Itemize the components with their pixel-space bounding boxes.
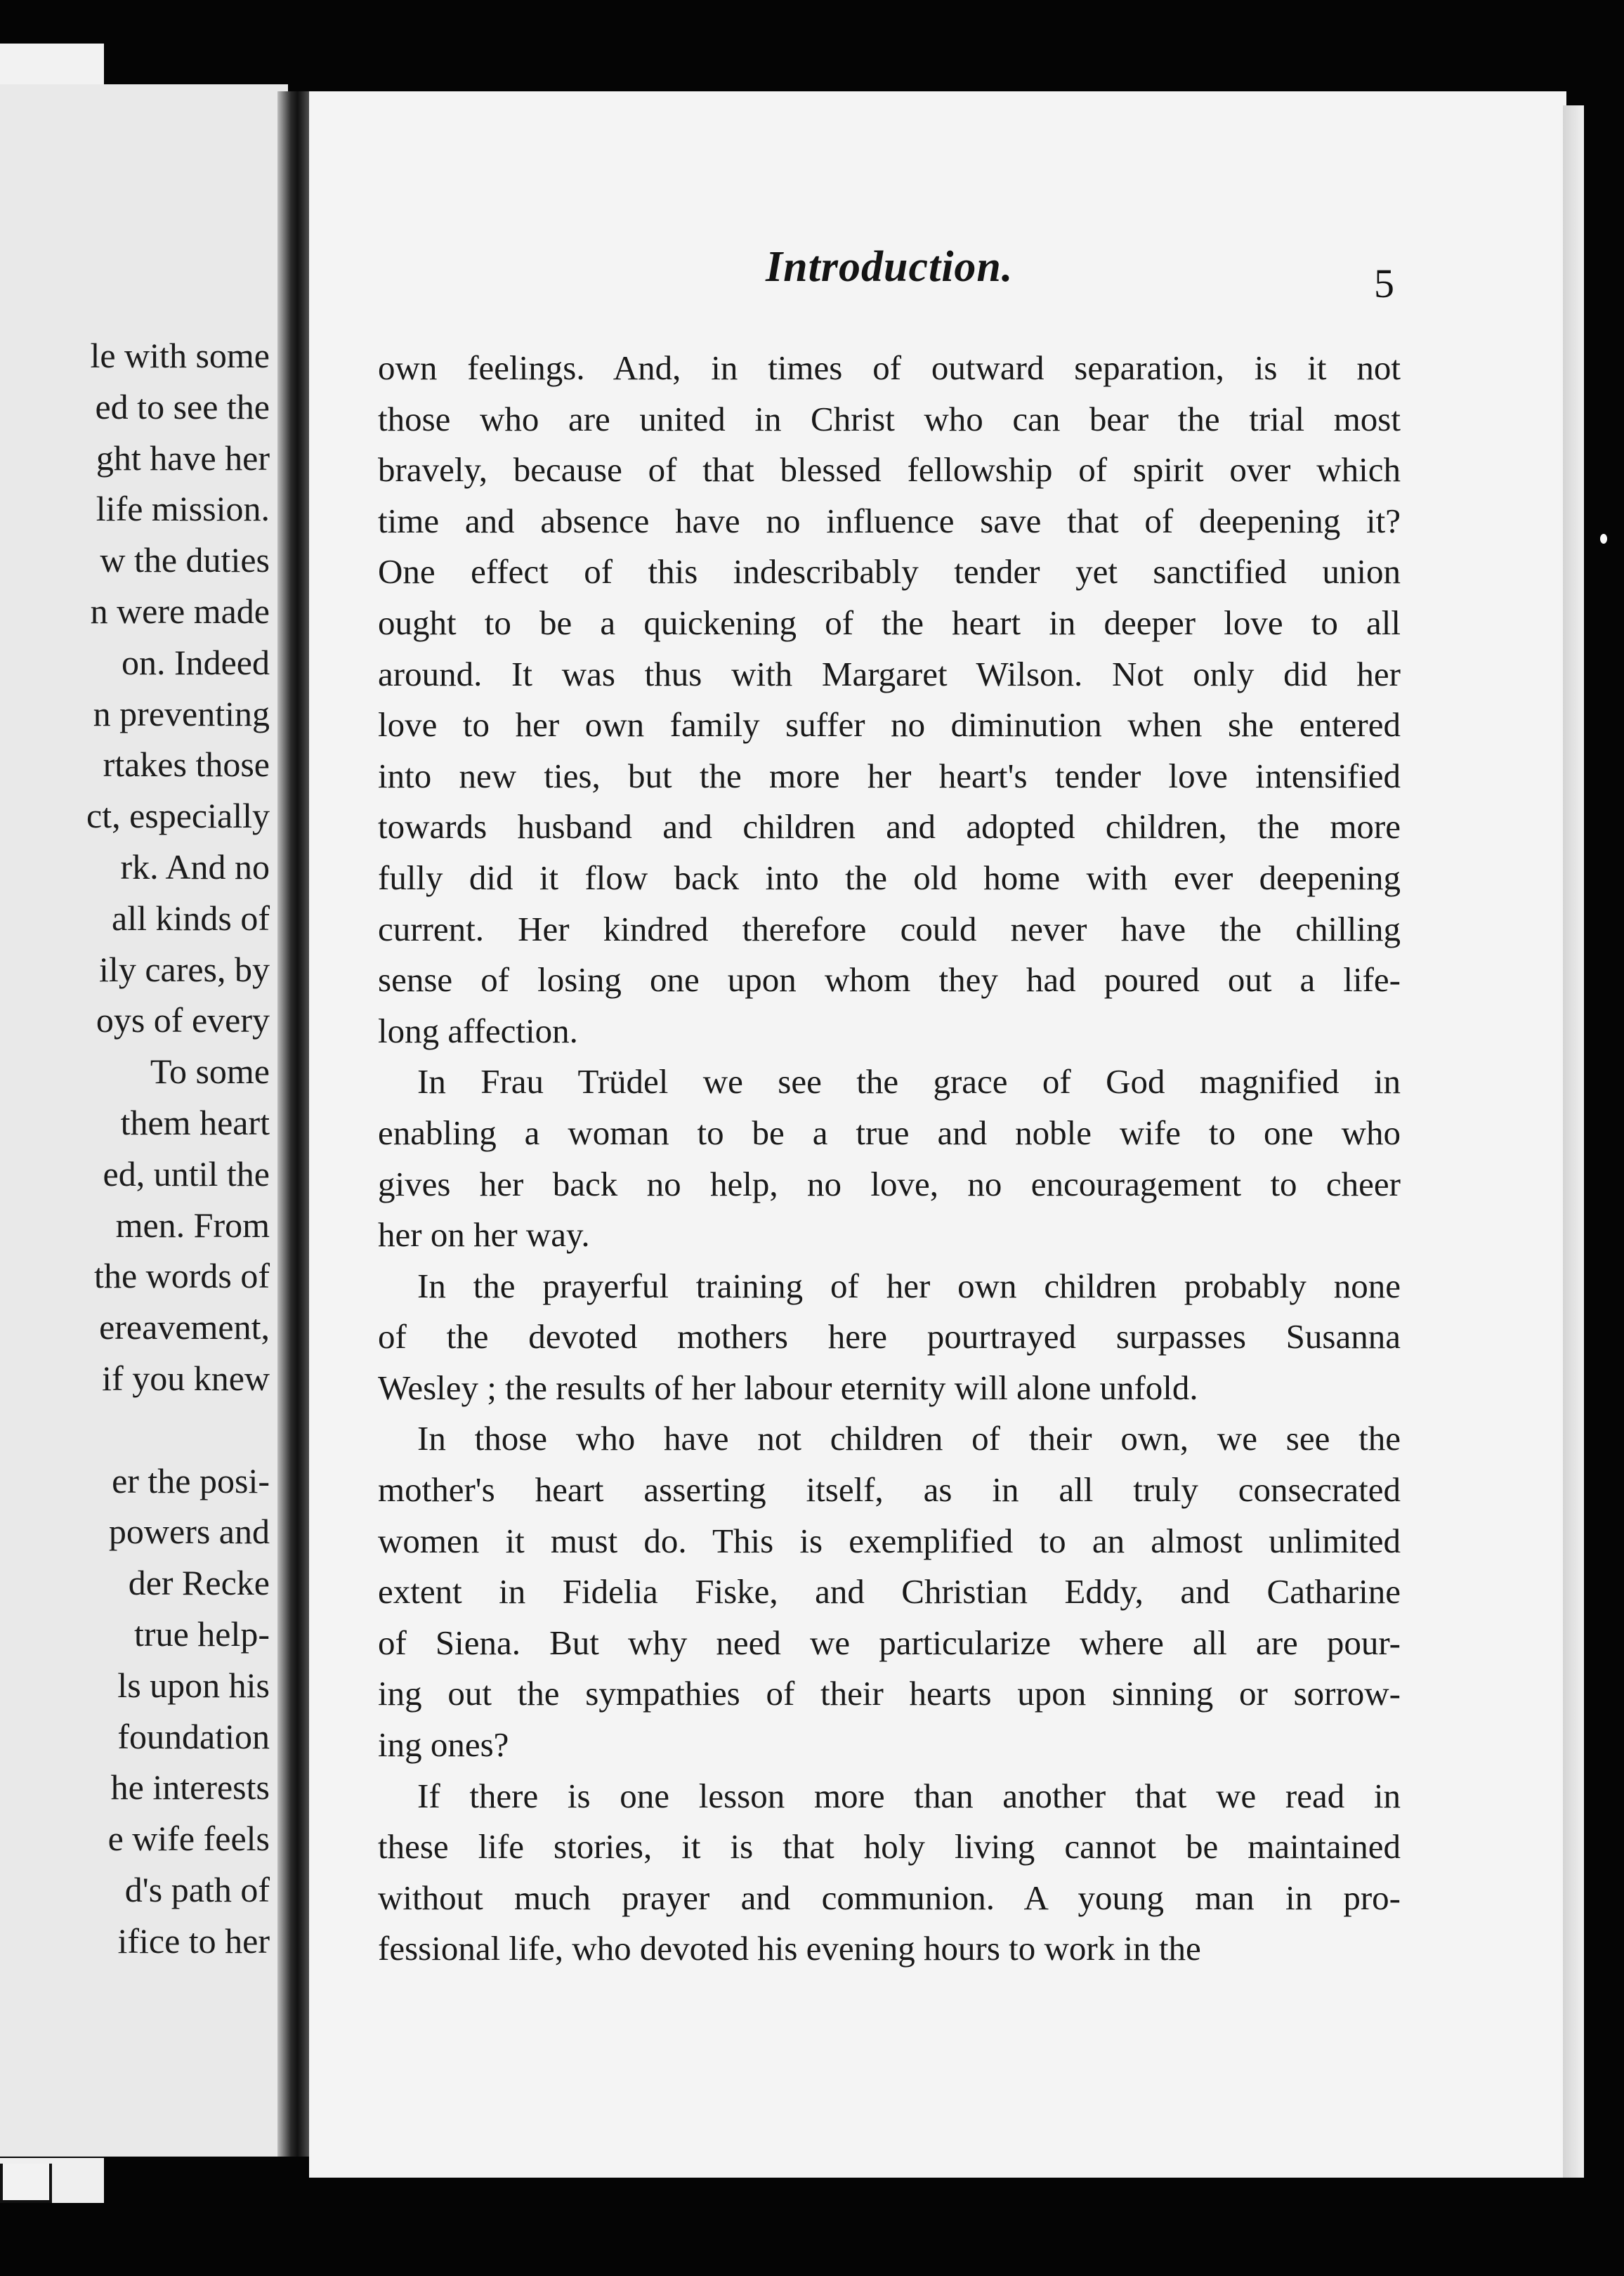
text-line: enabling a woman to be a true and noble wife to one who xyxy=(378,1113,1401,1152)
text-line: her on her way. xyxy=(378,1215,590,1255)
previous-page-line: powers and xyxy=(108,1512,270,1552)
text-line: If there is one lesson more than another that we read in xyxy=(417,1776,1401,1815)
text-line: of the devoted mothers here pourtrayed surpasses Susanna xyxy=(378,1317,1401,1356)
text-line: current. Her kindred therefore could never have the chilling xyxy=(378,909,1401,948)
previous-page xyxy=(0,84,288,2157)
paragraph xyxy=(378,343,1401,1057)
previous-page-line: the words of xyxy=(94,1256,270,1296)
previous-page-line: rk. And no xyxy=(120,846,270,887)
text-line: women it must do. This is exemplified to an almost unlimited xyxy=(378,1521,1401,1560)
previous-page-line: w the duties xyxy=(100,540,270,580)
previous-page-line: true help- xyxy=(134,1614,270,1654)
bracket-mark xyxy=(0,2164,52,2203)
paragraph xyxy=(378,1771,1401,1975)
previous-page-line: ght have her xyxy=(96,438,270,478)
previous-page-line: all kinds of xyxy=(112,898,270,938)
paragraph xyxy=(378,1261,1401,1414)
scan-speck xyxy=(1600,534,1607,544)
page-body xyxy=(378,343,1401,1975)
previous-page-line: oys of every xyxy=(96,1000,270,1040)
previous-page-line: e wife feels xyxy=(107,1819,270,1859)
text-line: In Frau Trüdel we see the grace of God magnified in xyxy=(417,1062,1401,1101)
text-line: mother's heart asserting itself, as in all truly consecrated xyxy=(378,1470,1401,1510)
text-line: own feelings. And, in times of outward separation, is it not xyxy=(378,348,1401,387)
previous-page-line: he interests xyxy=(110,1767,270,1807)
previous-page-corner xyxy=(0,44,104,84)
text-line: love to her own family suffer no diminution when she entered xyxy=(378,705,1401,745)
previous-page-line: ily cares, by xyxy=(99,949,270,989)
previous-page-line: rtakes those xyxy=(103,745,270,785)
previous-page-line: men. From xyxy=(115,1205,270,1245)
text-line: Wesley ; the results of her labour eternity will alone unfold. xyxy=(378,1368,1198,1407)
text-line: of Siena. But why need we particularize where all are pour- xyxy=(378,1623,1401,1662)
text-line: fully did it flow back into the old home with ever deepening xyxy=(378,858,1401,897)
text-line: sense of losing one upon whom they had poured out a life- xyxy=(378,960,1401,1000)
previous-page-line: ct, especially xyxy=(86,796,270,836)
previous-page-line: n preventing xyxy=(93,693,270,733)
text-line: time and absence have no influence save that of deepening it? xyxy=(378,501,1401,540)
text-line: those who are united in Christ who can bear the trial most xyxy=(378,399,1401,438)
previous-page-line: der Recke xyxy=(128,1563,270,1603)
previous-page-line xyxy=(0,1404,270,1456)
previous-page-line: n were made xyxy=(90,591,270,631)
text-line: long affection. xyxy=(378,1011,578,1050)
running-head: Introduction. xyxy=(766,243,1014,291)
page-number: 5 xyxy=(1374,261,1394,306)
previous-page-line: foundation xyxy=(117,1716,270,1756)
book-gutter xyxy=(277,91,311,2157)
text-line: One effect of this indescribably tender yet sanctified union xyxy=(378,552,1401,591)
text-line: without much prayer and communion. A young man in pro- xyxy=(378,1878,1401,1917)
text-line: In those who have not children of their own, we see the xyxy=(417,1419,1401,1458)
previous-page-line: d's path of xyxy=(124,1869,270,1909)
text-line: gives her back no help, no love, no encouragement to cheer xyxy=(378,1164,1401,1203)
text-line: towards husband and children and adopted children, the more xyxy=(378,807,1401,846)
text-line: around. It was thus with Margaret Wilson. Not only did her xyxy=(378,654,1401,693)
text-line: fessional life, who devoted his evening hours to work in the xyxy=(378,1929,1201,1968)
page-edge xyxy=(1563,105,1584,2178)
paragraph xyxy=(378,1413,1401,1770)
previous-page-line: them heart xyxy=(120,1102,270,1142)
previous-page-line: To some xyxy=(150,1052,270,1092)
text-line: ing out the sympathies of their hearts upon sinning or sorrow- xyxy=(378,1674,1401,1713)
previous-page-text xyxy=(0,330,270,1967)
paragraph xyxy=(378,1057,1401,1260)
previous-page-line: if you knew xyxy=(102,1358,270,1398)
previous-page-line: ifice to her xyxy=(117,1921,270,1961)
text-line: ing ones? xyxy=(378,1725,509,1765)
previous-page-line: ed to see the xyxy=(95,386,270,426)
text-line: into new ties, but the more her heart's tender love intensified xyxy=(378,756,1401,795)
previous-page-line: ed, until the xyxy=(103,1153,270,1193)
previous-page-line: ls upon his xyxy=(117,1665,270,1705)
previous-page-line: ereavement, xyxy=(99,1307,270,1347)
previous-page-line: er the posi- xyxy=(112,1460,270,1500)
previous-page-line: life mission. xyxy=(96,489,270,529)
text-line: In the prayerful training of her own children probably none xyxy=(417,1266,1401,1305)
text-line: these life stories, it is that holy living cannot be maintained xyxy=(378,1827,1401,1866)
text-line: ought to be a quickening of the heart in deeper love to all xyxy=(378,603,1401,642)
previous-page-line: on. Indeed xyxy=(121,642,270,682)
text-line: bravely, because of that blessed fellowship of spirit over which xyxy=(378,450,1401,490)
text-line: extent in Fidelia Fiske, and Christian Eddy, and Catharine xyxy=(378,1572,1401,1611)
previous-page-line: le with some xyxy=(90,336,270,375)
